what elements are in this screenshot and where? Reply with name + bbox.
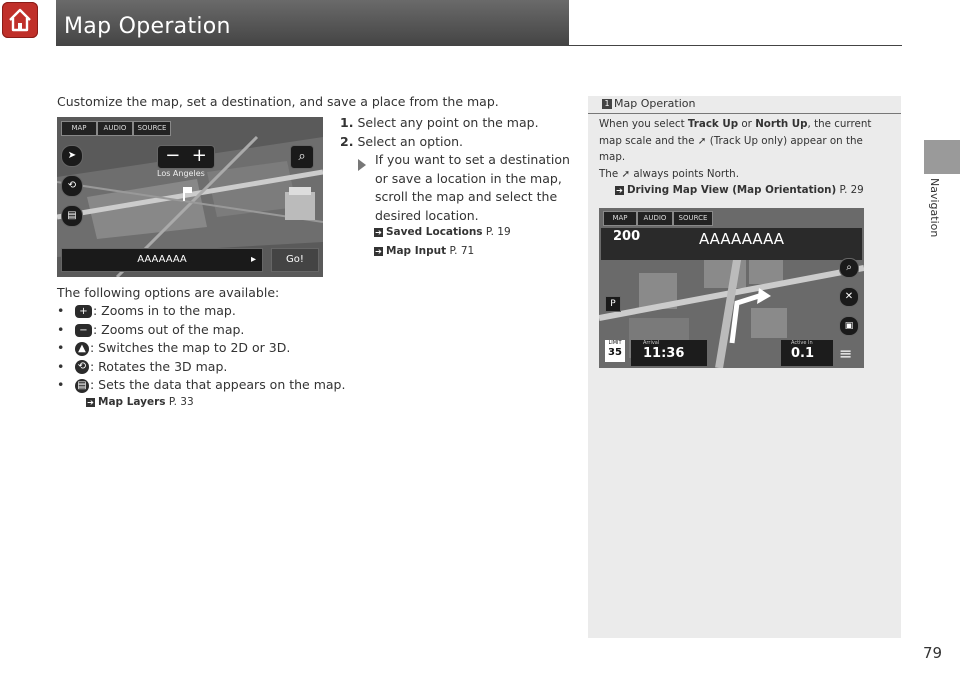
note-number-icon: 1 xyxy=(602,99,612,109)
ref-arrow-icon: ➔ xyxy=(375,227,382,237)
list-item: • − : Zooms out of the map. xyxy=(57,321,245,337)
2d-3d-icon: ▲ xyxy=(75,342,89,356)
step-number: 2. xyxy=(340,134,354,149)
substep-line: If you want to set a destination xyxy=(375,152,570,167)
note-line: map scale and the ➚ (Track Up only) appear on the xyxy=(599,134,863,147)
section-tab xyxy=(924,140,960,174)
step-1 xyxy=(340,114,539,132)
ref-title: Map Input xyxy=(386,245,447,257)
flag-icon xyxy=(183,187,193,201)
source-tab[interactable]: SOURCE xyxy=(133,121,171,136)
turn-distance: 200 xyxy=(613,229,641,244)
note-line: When you select Track Up or North Up, the current xyxy=(599,118,872,130)
page-number: 79 xyxy=(923,644,943,662)
zoom-in-icon: + xyxy=(75,305,92,318)
north-arrow-icon: ➚ xyxy=(621,167,631,180)
option-text: : Zooms out of the map. xyxy=(93,321,245,337)
list-item: • + : Zooms in to the map. xyxy=(57,303,236,318)
driving-map-screenshot xyxy=(599,208,864,368)
go-button[interactable]: Go! xyxy=(271,248,319,272)
ref-map-input[interactable] xyxy=(374,245,474,257)
ref-page: P. 19 xyxy=(485,226,511,238)
note-line: map. xyxy=(599,151,626,163)
option-text: : Rotates the 3D map. xyxy=(90,358,228,374)
street-label: Los Angeles xyxy=(157,169,205,178)
note-body xyxy=(599,116,894,199)
compass-icon[interactable]: ➤ xyxy=(61,145,83,167)
zoom-controls[interactable]: − + xyxy=(157,145,215,169)
active-box[interactable] xyxy=(781,340,833,366)
ref-title: Saved Locations xyxy=(386,226,483,238)
traffic-icon[interactable]: ▣ xyxy=(839,316,859,336)
source-tab[interactable]: SOURCE xyxy=(673,211,713,226)
zoom-out-icon: − xyxy=(75,324,92,337)
list-item: • ⟲ : Rotates the 3D map. xyxy=(57,358,228,374)
option-text: : Switches the map to 2D or 3D. xyxy=(90,340,291,356)
ref-page: P. 33 xyxy=(168,396,194,408)
intro-text: Customize the map, set a destination, and save a place from the map. xyxy=(57,94,499,109)
arrival-time: 11:36 xyxy=(643,346,685,361)
map-tab[interactable]: MAP xyxy=(603,211,637,226)
step-number: 1. xyxy=(340,115,354,130)
step-text: Select any point on the map. xyxy=(357,115,539,130)
section-label: Navigation xyxy=(928,178,941,238)
active-label: Active In xyxy=(791,340,813,346)
substep-line: scroll the map and select the xyxy=(375,189,558,204)
step-2 xyxy=(340,133,463,151)
list-item: • ▤ : Sets the data that appears on the map. xyxy=(57,377,346,393)
track-arrow-icon: ➚ xyxy=(697,134,707,147)
audio-tab[interactable]: AUDIO xyxy=(97,121,133,136)
options-list xyxy=(57,302,345,395)
step-text: Select an option. xyxy=(357,134,464,149)
map-tab[interactable]: MAP xyxy=(61,121,97,136)
map-layers-icon: ▤ xyxy=(75,379,89,393)
note-title xyxy=(602,97,695,110)
list-item: • ▲ : Switches the map to 2D or 3D. xyxy=(57,340,291,356)
map-screenshot xyxy=(57,117,323,277)
close-icon[interactable]: ✕ xyxy=(839,287,859,307)
ref-title: Map Layers xyxy=(98,396,166,408)
ref-arrow-icon: ➔ xyxy=(616,185,623,195)
chevron-right-icon: ▸ xyxy=(250,254,256,265)
speed-limit-sign: LIMIT 35 xyxy=(605,340,625,362)
search-icon[interactable]: ⌕ xyxy=(839,258,859,278)
map-layers-icon[interactable]: ▤ xyxy=(61,205,83,227)
parking-icon: P xyxy=(605,296,621,312)
substep-text xyxy=(375,151,570,225)
options-intro: The following options are available: xyxy=(57,285,280,300)
ref-arrow-icon: ➔ xyxy=(375,246,382,256)
option-text: : Zooms in to the map. xyxy=(93,303,236,318)
arrival-box[interactable] xyxy=(631,340,707,366)
rotate-icon: ⟲ xyxy=(75,360,89,374)
ref-page: P. 71 xyxy=(449,245,475,257)
menu-icon[interactable]: ≡ xyxy=(839,344,853,363)
active-value: 0.1 xyxy=(791,346,815,361)
note-line: The ➚ always points North. xyxy=(599,167,739,180)
destination-name: AAAAAAA xyxy=(137,254,187,265)
audio-tab[interactable]: AUDIO xyxy=(637,211,673,226)
ref-map-layers[interactable] xyxy=(86,396,194,408)
note-title-text: Map Operation xyxy=(614,97,696,110)
substep-line: desired location. xyxy=(375,207,479,223)
title-rule xyxy=(56,45,902,46)
street-name: AAAAAAAA xyxy=(699,230,785,248)
note-ref[interactable]: ➔ Driving Map View (Map Orientation) P. 29 xyxy=(616,184,864,196)
ref-arrow-icon: ➔ xyxy=(87,397,94,407)
home-icon[interactable] xyxy=(2,2,38,38)
option-text: : Sets the data that appears on the map. xyxy=(90,377,346,393)
arrival-label: Arrival xyxy=(643,340,660,346)
ref-saved-locations[interactable] xyxy=(374,226,511,238)
substep-line: or save a location in the map, xyxy=(375,170,562,186)
page-title: Map Operation xyxy=(64,14,231,39)
search-icon[interactable]: ⌕ xyxy=(290,145,314,169)
rotate-icon[interactable]: ⟲ xyxy=(61,175,83,197)
substep-arrow-icon xyxy=(358,154,370,173)
destination-bar[interactable] xyxy=(61,248,263,272)
